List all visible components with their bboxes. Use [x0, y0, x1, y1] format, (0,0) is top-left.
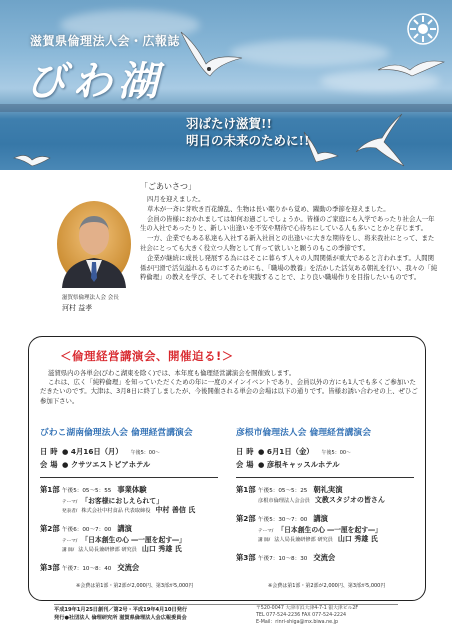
issue-line: 平成19年1月25日創刊／第2号・平成19年4月10日発行: [54, 607, 188, 613]
program-line: [62, 544, 218, 554]
seagull-icon: [376, 56, 446, 80]
venue-label: 会場: [236, 460, 257, 469]
part-time: 午後5：05～5：55: [62, 488, 112, 494]
event-title: びわこ湖南倫理法人会 倫理経営講演会: [40, 428, 193, 438]
email: E-Mail：rinri-shiga@mx.biwa.ne.jp: [256, 619, 339, 625]
part-label: 第2部: [40, 524, 60, 533]
address: 〒520-0047 大津市浜大津4-7-1 叡大津ビル2F: [256, 606, 359, 611]
line-tag: 講 師/: [62, 548, 75, 553]
part-time: 午後5：30～7：00: [258, 517, 308, 523]
seagull-icon: [12, 150, 52, 168]
slogan-line-2: 明日の未来のために!!: [186, 133, 310, 148]
footer-divider: [54, 604, 398, 605]
publication-info: [54, 606, 187, 622]
author-name: 河村 益孝: [62, 304, 93, 312]
part-title: 朝礼実演: [313, 485, 343, 494]
greeting-paragraph: 四月を迎えました。: [147, 195, 205, 203]
part-label: 第3部: [40, 563, 60, 572]
part-title: 交流会: [313, 553, 336, 562]
line-text: 法人局長兼研修部 研究員: [274, 537, 333, 543]
event-start-time: 午後5：00～: [321, 450, 352, 456]
part-time: 午後7：10～8：40: [62, 566, 112, 572]
line-tag: テーマ/: [258, 529, 274, 534]
event-venue-row: [236, 460, 414, 473]
part-title: 交流会: [117, 563, 140, 572]
program-line: [258, 495, 414, 505]
line-tag: 講 師/: [258, 538, 271, 543]
slogan-line-1: 羽ばたけ滋賀!!: [186, 116, 272, 131]
event-title: 彦根市倫理法人会 倫理経営講演会: [236, 428, 372, 438]
program-line: [258, 524, 414, 534]
line-text: 彦根市倫理法人会会員: [258, 498, 310, 504]
program-part-1: [40, 485, 218, 495]
program-line: [62, 495, 218, 505]
publisher-line: 発行●社団法人 倫理研究所 滋賀県倫理法人会広報委員会: [54, 615, 187, 621]
venue-label: 会場: [40, 460, 61, 469]
part-label: 第1部: [236, 485, 256, 494]
greeting-paragraph: 会員の皆様におかれましては如何お過ごしでしょうか。皆様のご家庭にも入学であったり社会人一年生の入社であったりと、新しい出逢いを不安や期待で心待ちにしている人も多いことかと存じます。: [140, 214, 435, 233]
event-hikone: [236, 425, 414, 563]
program-part-3: [236, 553, 414, 563]
line-text: 法人局長兼研修部 研究員: [78, 547, 137, 553]
fee-note: ※会費は第1部・第2部が2,000円、第3部が5,000円: [76, 583, 194, 589]
line-name: 文教スタジオの皆さん: [314, 496, 385, 504]
fee-note: ※会費は第1部・第2部が2,000円、第3部が5,000円: [268, 583, 386, 589]
part-label: 第3部: [236, 553, 256, 562]
newsletter-subtitle: 滋賀県倫理法人会・広報誌: [30, 34, 181, 48]
program-part-3: [40, 563, 218, 573]
emblem-icon: [406, 12, 440, 46]
part-label: 第2部: [236, 514, 256, 523]
newsletter-title: びわ湖: [26, 58, 164, 105]
line-tag: テーマ/: [62, 500, 78, 505]
lecture-intro-paragraph: 滋賀県内の各単会(びわこ湖東を除く)では、本年度も倫理経営講演会を開催致します。: [48, 369, 296, 377]
program-line: [258, 534, 414, 544]
seagull-icon: [176, 24, 246, 82]
line-text: 「お客様におしえられて」: [81, 497, 163, 505]
part-title: 講演: [117, 524, 132, 533]
part-title: 事業体験: [117, 485, 147, 494]
line-name: 中村 善信 氏: [155, 506, 196, 514]
date-label: 日時: [40, 447, 61, 456]
line-text: 「日本創生の心 ―一厘を起す―」: [81, 536, 186, 544]
line-name: 山口 秀雄 氏: [337, 535, 378, 543]
lecture-intro: [40, 369, 418, 406]
program-line: [62, 505, 218, 515]
part-title: 講演: [313, 514, 328, 523]
line-name: 山口 秀雄 氏: [141, 545, 182, 553]
event-start-time: 午後5：00～: [130, 450, 161, 456]
greeting-paragraph: 草木が一斉に芽吹き百花繚乱、生物は長い眠りから覚め、躍動の季節を迎えました。: [147, 204, 390, 213]
author-portrait: [56, 200, 132, 288]
event-date: ● 4月16日（月）: [62, 447, 123, 456]
lecture-intro-paragraph: これは、広く「純粋倫理」を知っていただくための年に一度のメインイベントであり、会員以外の方にも1人でも多くご参加いただきたいのです。大津は、3月8日に終了しましたが、今後開催される単会の会場は以下の通りです。皆様お誘い合わせの上、ぜひご参加下さい。: [40, 378, 418, 405]
event-date-row: [40, 447, 218, 460]
line-text: 「日本創生の心 ―一厘を起す―」: [277, 526, 382, 534]
slogan: [186, 115, 309, 149]
greeting-paragraph: 企業が継続に成長し発展する為にはそこに暮らす人々の人間関係が重大であると言われます。人間関係が円滑で活気溢れるものにするためにも、「職場の教養」を活かした活気ある朝礼を行い、我々の「純粋倫理」の教えを学び、そしてそれを実践することで、より良い職場作りを目指したいものです。: [140, 253, 438, 282]
event-venue: ● クサツエストピアホテル: [62, 460, 151, 469]
event-date-row: [236, 447, 414, 460]
greeting-paragraph: 一方、企業でもある私達も入社する新入社員との出逢いに大きな期待をし、将来我社にとって、また社会にとっても大きく役立つ人物として育って欲しいと願うのもこの季節です。: [140, 234, 435, 252]
line-tag: 発表者/: [62, 509, 78, 514]
header-banner: [0, 0, 452, 170]
divider: [236, 477, 414, 478]
date-label: 日時: [236, 447, 257, 456]
event-venue-row: [40, 460, 218, 473]
program-part-2: [236, 514, 414, 524]
seagull-icon: [354, 112, 408, 168]
part-label: 第1部: [40, 485, 60, 494]
part-time: 午後5：05～5：25: [258, 488, 308, 494]
event-biwako-konan: [40, 425, 218, 573]
greeting-body: [140, 195, 440, 283]
program-part-2: [40, 524, 218, 534]
event-venue: ● 彦根キャッスルホテル: [258, 460, 340, 469]
program-line: [62, 534, 218, 544]
divider: [40, 477, 218, 478]
lecture-title: ＜倫理経営講演会、開催迫る!＞: [60, 349, 234, 363]
part-time: 午後7：10～8：30: [258, 556, 308, 562]
author-role: 滋賀県倫理法人会 会長: [62, 295, 119, 301]
event-date: ● 6月1日（金）: [258, 447, 314, 456]
greeting-title: 「ごあいさつ」: [140, 182, 196, 191]
contact-info: [256, 606, 358, 626]
program-part-1: [236, 485, 414, 495]
line-text: 株式会社中村食品 代表取締役: [81, 508, 151, 514]
phone-fax: TEL 077-524-2236 FAX 077-524-2224: [256, 612, 347, 618]
part-time: 午後6：00～7：00: [62, 527, 112, 533]
line-tag: テーマ/: [62, 539, 78, 544]
